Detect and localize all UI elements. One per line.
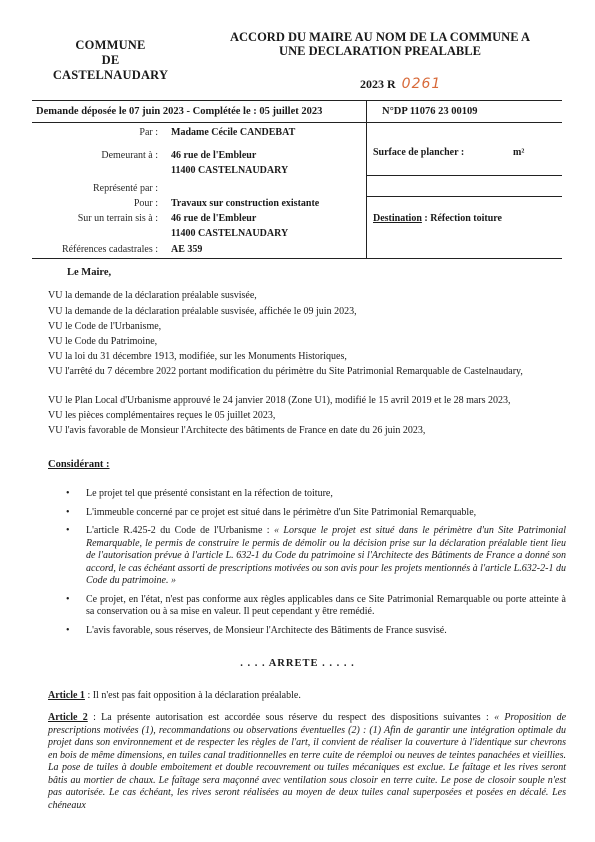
arrete-prefix: 2023 R (360, 77, 396, 91)
article-label: Article 1 (48, 690, 85, 701)
vu-line: VU la demande de la déclaration préalable susvisée, (48, 290, 257, 301)
bullet-icon: • (66, 488, 70, 499)
commune-block (48, 38, 173, 83)
article-2: Article 2 : La présente autorisation est accordée sous réserve du respect des dispositions suivantes : « Proposition de prescriptions motivées (1), recommandations ou observations éventuelles (2) : (1) Afin de garantir une intégration optimale du projet dans son environnement et de respecter les règles de l'art, il convient de réaliser la couverture à l'identique sur chevrons en bois de même dimensions, en tuiles canal traditionnelles en terre cuite de réemploi ou neuves de teintes panachées et vieillies. La pose de tuiles à double emboitement et double recouvrement ou tuiles mécaniques est exclue. Le faîtage et les rives seront bâtis au mortier de chaux. Le faîtage sera maçonné avec ventilation sous closoir en terre cuite. Le pose de closoir souple n'est pas autorisée. Le cas échéant, les rives seront réalisées au moyen de deux tuiles canal superposées et posées en décalé. Les chéneaux (48, 712, 567, 811)
commune-line-2: DE (101, 53, 120, 67)
field-label-represente: Représenté par : (93, 183, 158, 194)
arrete-handwritten-number: 0261 (401, 76, 442, 92)
table-divider (366, 100, 367, 258)
field-value-terrain: 46 rue de l'Embleur (171, 213, 257, 224)
table-top-line (32, 100, 562, 101)
list-item: • L'article R.425-2 du Code de l'Urbanisme : « Lorsque le projet est situé dans le périmètre d'un Site Patrimonial Remarquable, le permis de construire le permis de démolir ou la décision prise sur la déclaration préalable tient lieu de l'autorisation prévue à l'article L. 632-1 du Code du patrimoine si l'Architecte des Bâtiments de France a donné son accord, le cas échéant assorti de prescriptions motivées ou son avis pour les projets mentionnés à l'article L.632-2-1 du Code du patrimoine. » (66, 525, 566, 586)
vu-line: VU l'arrêté du 7 décembre 2022 portant modification du périmètre du Site Patrimonial Remarquable de Castelnaudary, (48, 366, 523, 377)
list-item: • L'immeuble concerné par ce projet est situé dans le périmètre d'un Site Patrimonial Remarquable, (66, 506, 477, 518)
field-label-terrain: Sur un terrain sis à : (77, 213, 158, 224)
considerant-heading: Considérant : (48, 459, 110, 470)
vu-line: VU le Code du Patrimoine, (48, 336, 158, 347)
commune-line-3: CASTELNAUDARY (52, 68, 169, 82)
list-item: • Le projet tel que présenté consistant en la réfection de toiture, (66, 488, 333, 499)
bullet-icon: • (66, 593, 70, 605)
field-label-par: Par : (139, 127, 158, 138)
field-value-demeurant-city: 11400 CASTELNAUDARY (171, 165, 289, 176)
field-label-demeurant: Demeurant à : (101, 150, 158, 161)
destination (373, 213, 502, 224)
article-1: Article 1 : Il n'est pas fait opposition à la déclaration préalable. (48, 690, 301, 701)
destination-value: : Réfection toiture (421, 213, 502, 224)
vu-line: VU les pièces complémentaires reçues le 05 juillet 2023, (48, 410, 276, 421)
surface-label: Surface de plancher : (373, 147, 465, 158)
bullet-icon: • (66, 624, 70, 636)
bullet-icon: • (66, 525, 70, 536)
field-label-cadastre: Références cadastrales : (61, 244, 158, 255)
table-header-line (32, 122, 562, 123)
document-title (205, 30, 555, 58)
vu-line: VU la demande de la déclaration préalable susvisée, affichée le 09 juin 2023, (48, 306, 357, 317)
list-item: • L'avis favorable, sous réserves, de Monsieur l'Architecte des Bâtiments de France susvisé. (66, 624, 447, 636)
vu-line: VU l'avis favorable de Monsieur l'Architecte des bâtiments de France en date du 26 juin 2023, (48, 425, 426, 436)
destination-label: Destination (373, 213, 422, 224)
field-value-terrain-city: 11400 CASTELNAUDARY (171, 228, 289, 239)
vu-line: VU la loi du 31 décembre 1913, modifiée, sur les Monuments Historiques, (48, 351, 347, 362)
field-label-pour: Pour : (133, 198, 158, 209)
arrete-number (360, 76, 441, 92)
title-line-2: UNE DECLARATION PREALABLE (279, 44, 481, 58)
article-label: Article 2 (48, 712, 88, 723)
bullet-icon: • (66, 506, 70, 518)
table-bottom-line (32, 258, 562, 259)
right-divider-1 (366, 175, 562, 176)
commune-line-1: COMMUNE (75, 38, 146, 52)
demande-deposit: Demande déposée le 07 juin 2023 - Complétée le : 05 juillet 2023 (36, 106, 323, 117)
title-line-1: ACCORD DU MAIRE AU NOM DE LA COMMUNE A (230, 30, 530, 44)
vu-line: VU le Code de l'Urbanisme, (48, 321, 162, 332)
vu-line: VU le Plan Local d'Urbanisme approuvé le 24 janvier 2018 (Zone U1), modifié le 15 avril 2019 et le 28 mars 2023, (48, 395, 511, 406)
considerant-list (66, 488, 566, 643)
field-value-cadastre: AE 359 (171, 244, 203, 255)
field-value-pour: Travaux sur construction existante (171, 198, 320, 209)
right-divider-2 (366, 196, 562, 197)
arrete-heading: . . . . ARRETE . . . . . (240, 658, 355, 669)
dp-number: N°DP 11076 23 00109 (382, 106, 478, 117)
field-value-par: Madame Cécile CANDEBAT (171, 127, 296, 138)
le-maire: Le Maire, (67, 267, 112, 278)
field-value-demeurant: 46 rue de l'Embleur (171, 150, 257, 161)
surface-unit: m² (513, 147, 525, 158)
list-item: • Ce projet, en l'état, n'est pas conforme aux règles applicables dans ce Site Patrimonial Remarquable ou porte atteinte à sa conservation ou à sa mise en valeur. Il peut cependant y être remédié. (66, 593, 566, 617)
